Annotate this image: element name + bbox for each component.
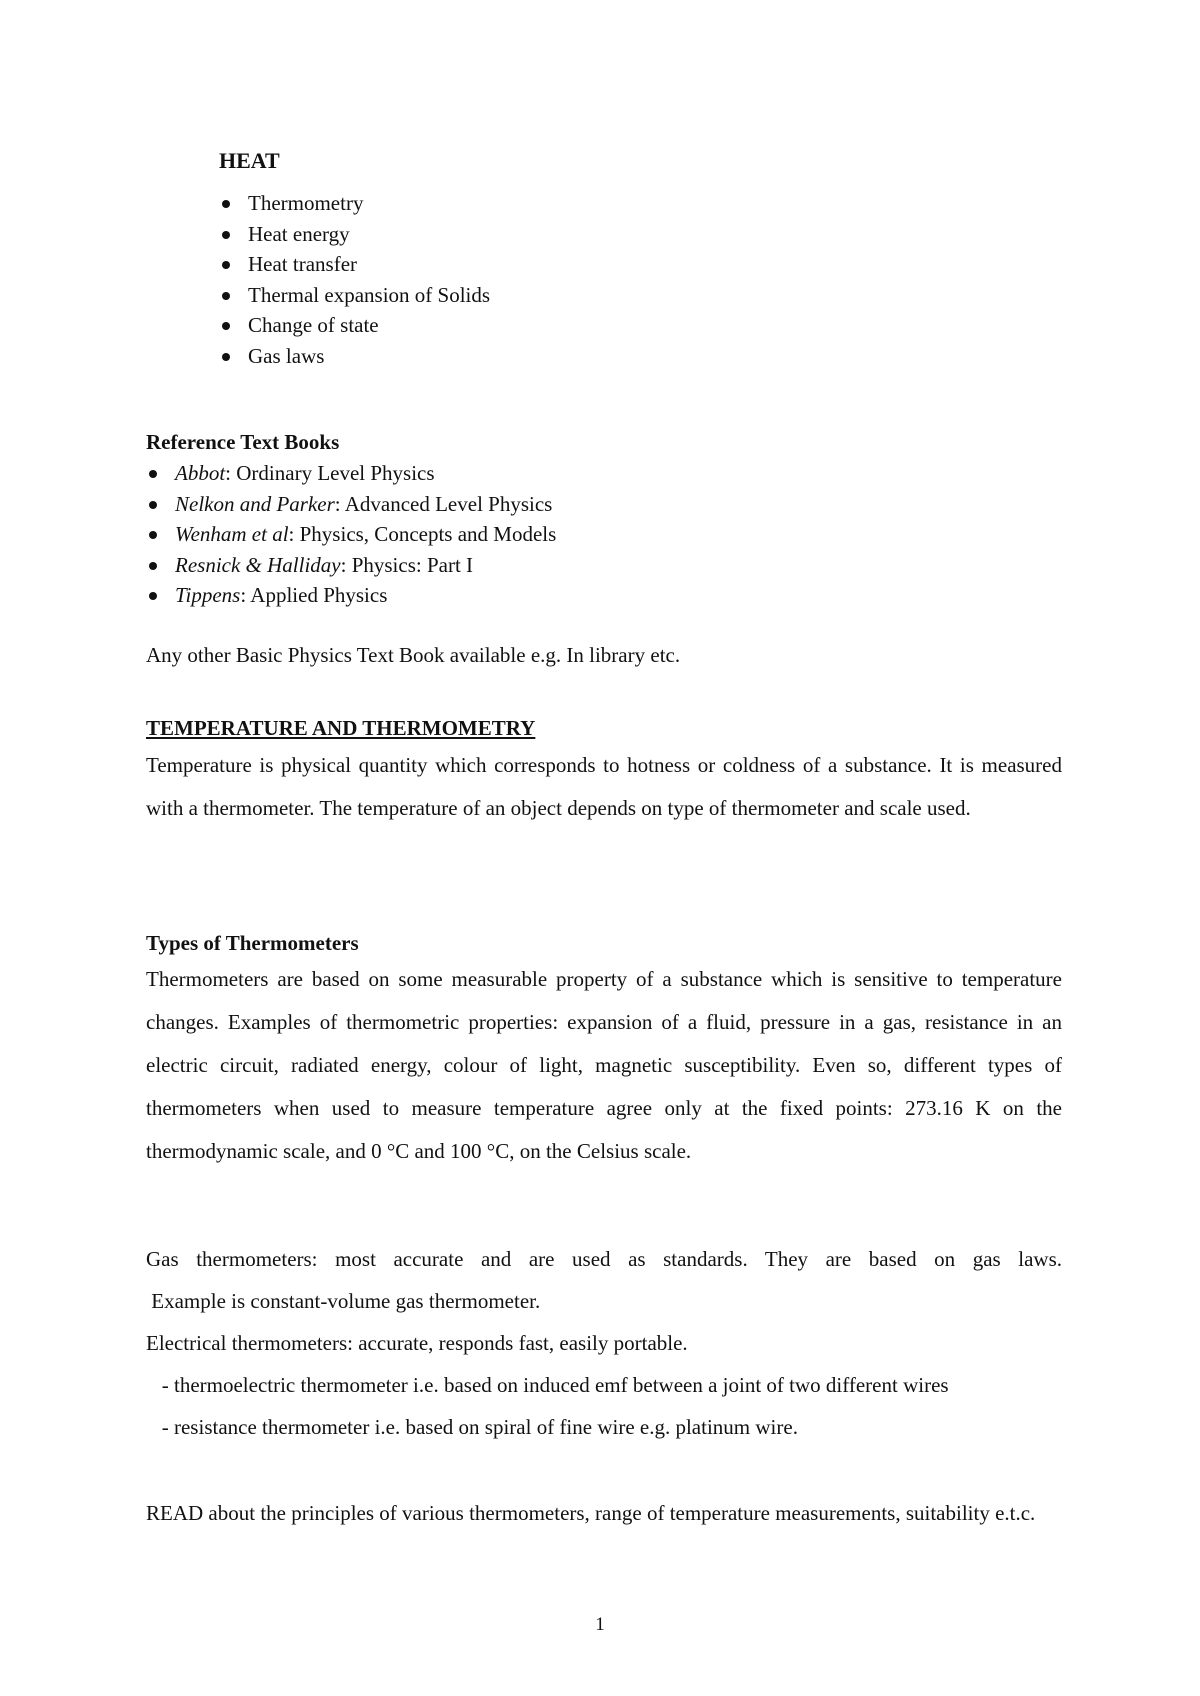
types-paragraph: Thermometers are based on some measurable property of a substance which is sensitive to temperature changes. Examples of thermometric properties: expansion of a fluid, pressure in a gas, resistance in an electric circuit, radiated energy, colour of light, magnetic susceptibility. Even so, different types of thermometers when used to measure temperature agree only at the fixed points: 273.16 K on the thermodynamic scale, and 0 °C and 100 °C, on the Celsius scale. <box>146 967 1062 1163</box>
reference-book-title: : Physics, Concepts and Models <box>288 522 557 546</box>
temperature-section-title: TEMPERATURE AND THERMOMETRY <box>146 716 536 740</box>
reference-item <box>146 489 556 520</box>
reference-item <box>146 580 556 611</box>
references-title: Reference Text Books <box>146 430 340 454</box>
temperature-paragraph: Temperature is physical quantity which corresponds to hotness or coldness of a substance. It is measured with a thermometer. The temperature of an object depends on type of thermometer and scale used. <box>146 753 1062 820</box>
heat-title: HEAT <box>219 148 280 173</box>
reference-list <box>146 458 556 611</box>
thermoelectric-line: - thermoelectric thermometer i.e. based on induced emf between a joint of two different wires <box>146 1373 949 1397</box>
read-note: READ about the principles of various thermometers, range of temperature measurements, suitability e.t.c. <box>146 1501 1036 1525</box>
topic-item: Heat energy <box>219 219 490 250</box>
gas-thermometers-example: Example is constant-volume gas thermometer. <box>146 1289 541 1313</box>
types-section-title: Types of Thermometers <box>146 931 359 955</box>
reference-author: Wenham et al <box>175 522 289 546</box>
reference-book-title: : Ordinary Level Physics <box>225 461 435 485</box>
topic-item: Gas laws <box>219 341 490 372</box>
reference-author: Nelkon and Parker <box>175 491 335 516</box>
reference-item <box>146 458 556 489</box>
topic-item: Heat transfer <box>219 249 490 280</box>
resistance-line: - resistance thermometer i.e. based on spiral of fine wire e.g. platinum wire. <box>146 1415 798 1439</box>
other-books-note: Any other Basic Physics Text Book available e.g. In library etc. <box>146 643 681 667</box>
reference-book-title: : Advanced Level Physics <box>334 491 553 516</box>
reference-item <box>146 519 556 550</box>
reference-author: Tippens <box>175 583 241 607</box>
reference-book-title: : Applied Physics <box>240 583 388 607</box>
reference-book-title: : Physics: Part I <box>340 552 474 577</box>
electrical-thermometers-line: Electrical thermometers: accurate, responds fast, easily portable. <box>146 1331 688 1355</box>
topic-item: Thermal expansion of Solids <box>219 280 490 311</box>
topic-item: Thermometry <box>219 188 490 219</box>
reference-item <box>146 550 556 581</box>
reference-author: Resnick & Halliday <box>175 552 341 577</box>
gas-thermometers-line: Gas thermometers: most accurate and are used as standards. They are based on gas laws. <box>146 1247 1062 1271</box>
topic-item: Change of state <box>219 310 490 341</box>
page-number: 1 <box>595 1614 605 1635</box>
reference-author: Abbot <box>175 461 226 485</box>
topic-list <box>219 188 490 371</box>
